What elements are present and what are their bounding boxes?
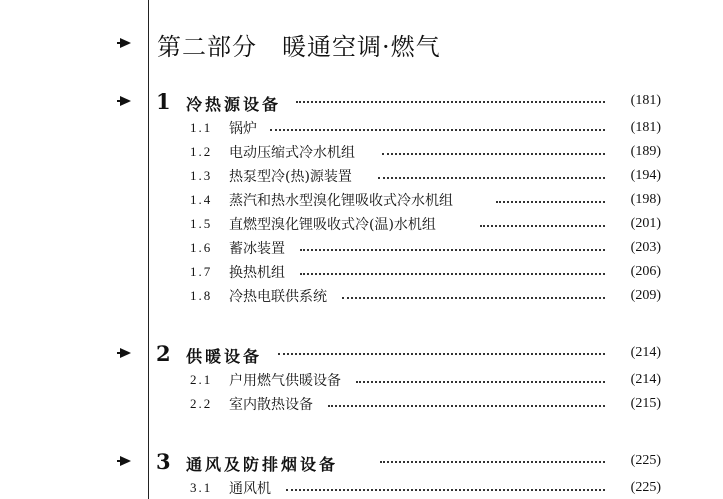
section-number: 1.7 — [190, 264, 213, 279]
toc-section — [190, 166, 661, 186]
dot-leader — [300, 249, 605, 251]
dot-leader — [378, 177, 605, 179]
section-title: 热泵型冷(热)源装置 — [229, 169, 352, 185]
toc-section — [190, 214, 661, 234]
toc-section — [190, 286, 661, 306]
section-title: 蓄冰装置 — [229, 241, 285, 257]
section-title: 电动压缩式冷水机组 — [229, 145, 355, 161]
section-number: 1.5 — [190, 216, 213, 231]
chapter-number: 3 — [156, 449, 171, 474]
chapter-number: 2 — [156, 341, 171, 366]
arrow-marker-icon — [120, 96, 131, 106]
dot-leader — [382, 153, 605, 155]
chapter-title: 通风及防排烟设备 — [186, 455, 339, 474]
section-number: 1.2 — [190, 144, 213, 159]
arrow-marker-icon — [120, 456, 131, 466]
section-title: 锅炉 — [229, 121, 257, 137]
section-number: 1.4 — [190, 192, 213, 207]
section-number: 1.1 — [190, 120, 213, 135]
section-title: 蒸汽和热水型溴化锂吸收式冷水机组 — [229, 193, 453, 209]
page-number: (203) — [630, 240, 661, 255]
dot-leader — [480, 225, 605, 227]
chapter-3 — [156, 449, 661, 474]
section-number: 1.8 — [190, 288, 213, 303]
section-title: 换热机组 — [229, 265, 285, 281]
chapter-title: 冷热源设备 — [186, 95, 282, 114]
arrow-marker-icon — [120, 38, 131, 48]
dot-leader — [380, 461, 605, 463]
dot-leader — [270, 129, 605, 131]
section-number: 1.6 — [190, 240, 213, 255]
arrow-marker-icon — [120, 348, 131, 358]
section-number: 2.1 — [190, 372, 213, 387]
page-number: (225) — [630, 453, 661, 468]
page-number: (214) — [630, 372, 661, 387]
page-number: (215) — [630, 396, 661, 411]
section-number: 1.3 — [190, 168, 213, 183]
page-number: (206) — [630, 264, 661, 279]
part-title: 第二部分 暖通空调·燃气 — [157, 33, 441, 61]
toc-section — [190, 478, 661, 498]
dot-leader — [278, 353, 605, 355]
page-number: (198) — [630, 192, 661, 207]
toc-section — [190, 394, 661, 414]
section-title: 室内散热设备 — [229, 397, 313, 413]
section-title: 通风机 — [229, 481, 271, 497]
toc-section — [190, 142, 661, 162]
dot-leader — [300, 273, 605, 275]
section-title: 直燃型溴化锂吸收式冷(温)水机组 — [229, 217, 436, 233]
toc-section — [190, 118, 661, 138]
page-number: (194) — [630, 168, 661, 183]
page-number: (189) — [630, 144, 661, 159]
chapter-1 — [156, 89, 661, 114]
dot-leader — [328, 405, 605, 407]
toc-section — [190, 190, 661, 210]
chapter-number: 1 — [156, 89, 171, 114]
chapter-title: 供暖设备 — [186, 347, 263, 366]
page-number: (225) — [630, 480, 661, 495]
margin-rule — [148, 0, 149, 499]
section-number: 2.2 — [190, 396, 213, 411]
section-title: 户用燃气供暖设备 — [229, 373, 341, 389]
dot-leader — [286, 489, 605, 491]
section-number: 3.1 — [190, 480, 213, 495]
chapter-2 — [156, 341, 661, 366]
page-number: (201) — [630, 216, 661, 231]
page-number: (209) — [630, 288, 661, 303]
page-number: (214) — [630, 345, 661, 360]
toc-section — [190, 262, 661, 282]
page-number: (181) — [630, 93, 661, 108]
dot-leader — [296, 101, 605, 103]
toc-section — [190, 370, 661, 390]
dot-leader — [496, 201, 605, 203]
page-number: (181) — [630, 120, 661, 135]
dot-leader — [356, 381, 605, 383]
toc-section — [190, 238, 661, 258]
dot-leader — [342, 297, 605, 299]
section-title: 冷热电联供系统 — [229, 289, 327, 305]
